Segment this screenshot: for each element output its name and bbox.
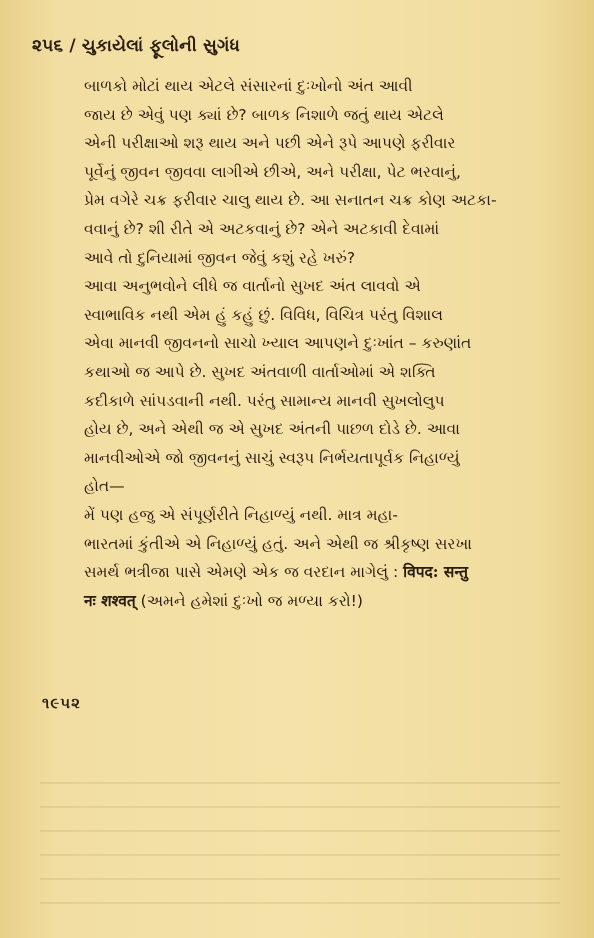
paragraph-1	[36, 72, 556, 272]
text-fragment: (અમને હમેશાં દુઃખો જ મળ્યા કરો!)	[135, 591, 363, 610]
text-line: જાય છે એવું પણ ક્યાં છે? બાળક નિશાળે જતું થાય એટલે	[84, 105, 444, 124]
text-line: આવા અનુભવોને લીધે જ વાર્તાનો સુખદ અંત લાવવો એ	[84, 277, 421, 296]
paragraph-3	[36, 501, 556, 615]
text-line: સ્વાભાવિક નથી એમ હું કહું છું. વિવિધ, વિચિત્ર પરંતુ વિશાલ	[84, 305, 443, 324]
text-fragment: સમર્થ ભત્રીજા પાસે એમણે એક જ વરદાન માગેલું :	[84, 563, 399, 582]
show-through-texture	[40, 760, 560, 920]
text-line: બાળકો મોટાં થાય એટલે સંસારનાં દુઃખોનો અંત આવી	[84, 77, 413, 95]
text-line: કથાઓ જ આપે છે. સુખદ અંતવાળી વાર્તાઓમાં એ શક્તિ	[84, 362, 436, 381]
text-line	[36, 558, 556, 587]
sanskrit-quote: विपद: सन्तु	[403, 562, 468, 582]
text-line: આવે તો દુનિયામાં જીવન જેવું કશું રહે ખરું?	[84, 248, 356, 267]
running-header: ૨૫૬ / ચુકાયેલાં ફૂલોની સુગંધ	[32, 36, 241, 56]
text-line: કદીકાળે સાંપડવાની નથી. પરંતુ સામાન્ય માનવી સુખલોલુપ	[84, 391, 445, 410]
text-line: એની પરીક્ષાઓ શરૂ થાય અને પછી એને રૂપે આપણે ફરીવાર	[84, 134, 456, 153]
text-line	[36, 587, 556, 616]
text-line: મેં પણ હજુ એ સંપૂર્ણરીતે નિહાળ્યું નથી. માત્ર મહા-	[84, 505, 398, 524]
text-line: ભારતમાં કુંતીએ એ નિહાળ્યું હતું. અને એથી જ શ્રીકૃષ્ણ સરખા	[84, 534, 472, 553]
text-line: પ્રેમ વગેરે ચક્ર ફરીવાર ચાલુ થાય છે. આ સનાતન ચક્ર કોણ અટકા-	[84, 191, 497, 210]
text-line: હોત—	[84, 477, 125, 496]
text-line: હોય છે, અને એથી જ એ સુખદ અંતની પાછળ દોડે છે. આવા	[84, 420, 460, 439]
text-line: એવા માનવી જીવનનો સાચો ખ્યાલ આપણને દુઃખાંત – કરુણાંત	[84, 334, 472, 353]
page-number: ૧૯૫૨	[42, 694, 81, 712]
paragraph-2	[36, 272, 556, 501]
text-line: માનવીઓએ જો જીવનનું સાચું સ્વરૂપ નિર્ભયતાપૂર્વક નિહાળ્યું	[84, 448, 460, 467]
text-line: પૂર્વેનું જીવન જીવવા લાગીએ છીએ, અને પરીક્ષા, પેટ ભરવાનું,	[84, 162, 461, 181]
text-line: વવાનું છે? શી રીતે એ અટકવાનું છે? એને અટકાવી દેવામાં	[84, 219, 440, 238]
sanskrit-quote: नः शश्वत्	[84, 590, 136, 610]
body-text	[36, 72, 556, 615]
